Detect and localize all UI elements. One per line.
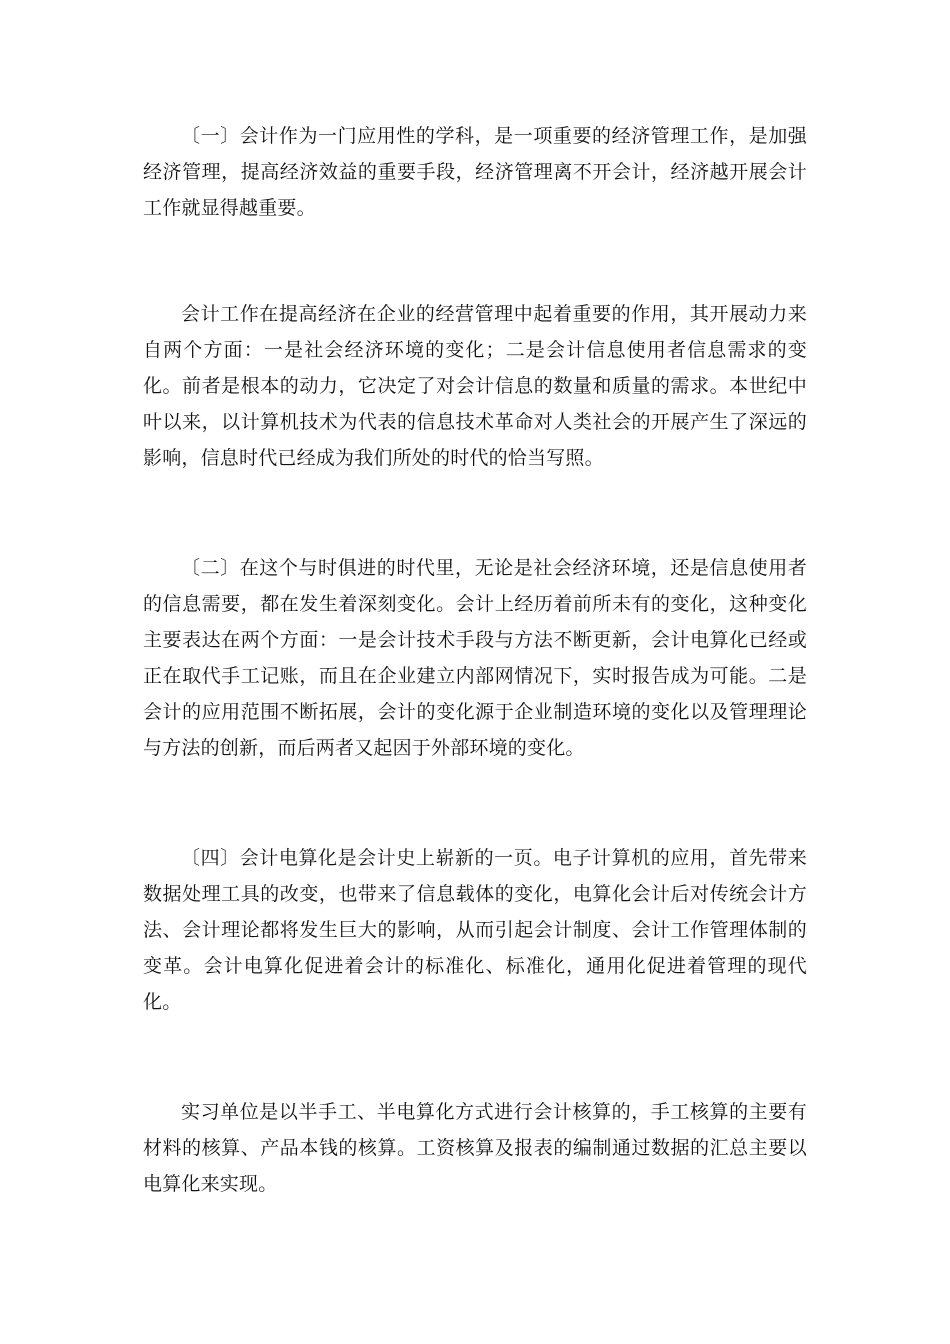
paragraph-2: 会计工作在提高经济在企业的经营管理中起着重要的作用，其开展动力来自两个方面：一是社会经济环境的变化；二是会计信息使用者信息需求的变化。前者是根本的动力，它决定了对会计信息的数量和质量的需求。本世纪中叶以来，以计算机技术为代表的信息技术革命对人类社会的开展产生了深远的影响，信息时代已经成为我们所处的时代的恰当写照。 [143, 303, 807, 469]
paragraph-5: 实习单位是以半手工、半电算化方式进行会计核算的，手工核算的主要有材料的核算、产品本钱的核算。工资核算及报表的编制通过数据的汇总主要以电算化来实现。 [143, 1101, 807, 1195]
paragraph-1: 〔一〕会计作为一门应用性的学科，是一项重要的经济管理工作，是加强经济管理，提高经济效益的重要手段，经济管理离不开会计，经济越开展会计工作就显得越重要。 [143, 125, 807, 219]
paragraph-4: 〔四〕会计电算化是会计史上崭新的一页。电子计算机的应用，首先带来数据处理工具的改变，也带来了信息载体的变化，电算化会计后对传统会计方法、会计理论都将发生巨大的影响，从而引起会计制度、会计工作管理体制的变革。会计电算化促进着会计的标准化、标准化，通用化促进着管理的现代化。 [143, 847, 807, 1013]
paragraph-3: 〔二〕在这个与时俱进的时代里，无论是社会经济环境，还是信息使用者的信息需要，都在发生着深刻变化。会计上经历着前所未有的变化，这种变化主要表达在两个方面：一是会计技术手段与方法不断更新，会计电算化已经或正在取代手工记账，而且在企业建立内部网情况下，实时报告成为可能。二是会计的应用范围不断拓展，会计的变化源于企业制造环境的变化以及管理理论与方法的创新，而后两者又起因于外部环境的变化。 [143, 557, 807, 759]
